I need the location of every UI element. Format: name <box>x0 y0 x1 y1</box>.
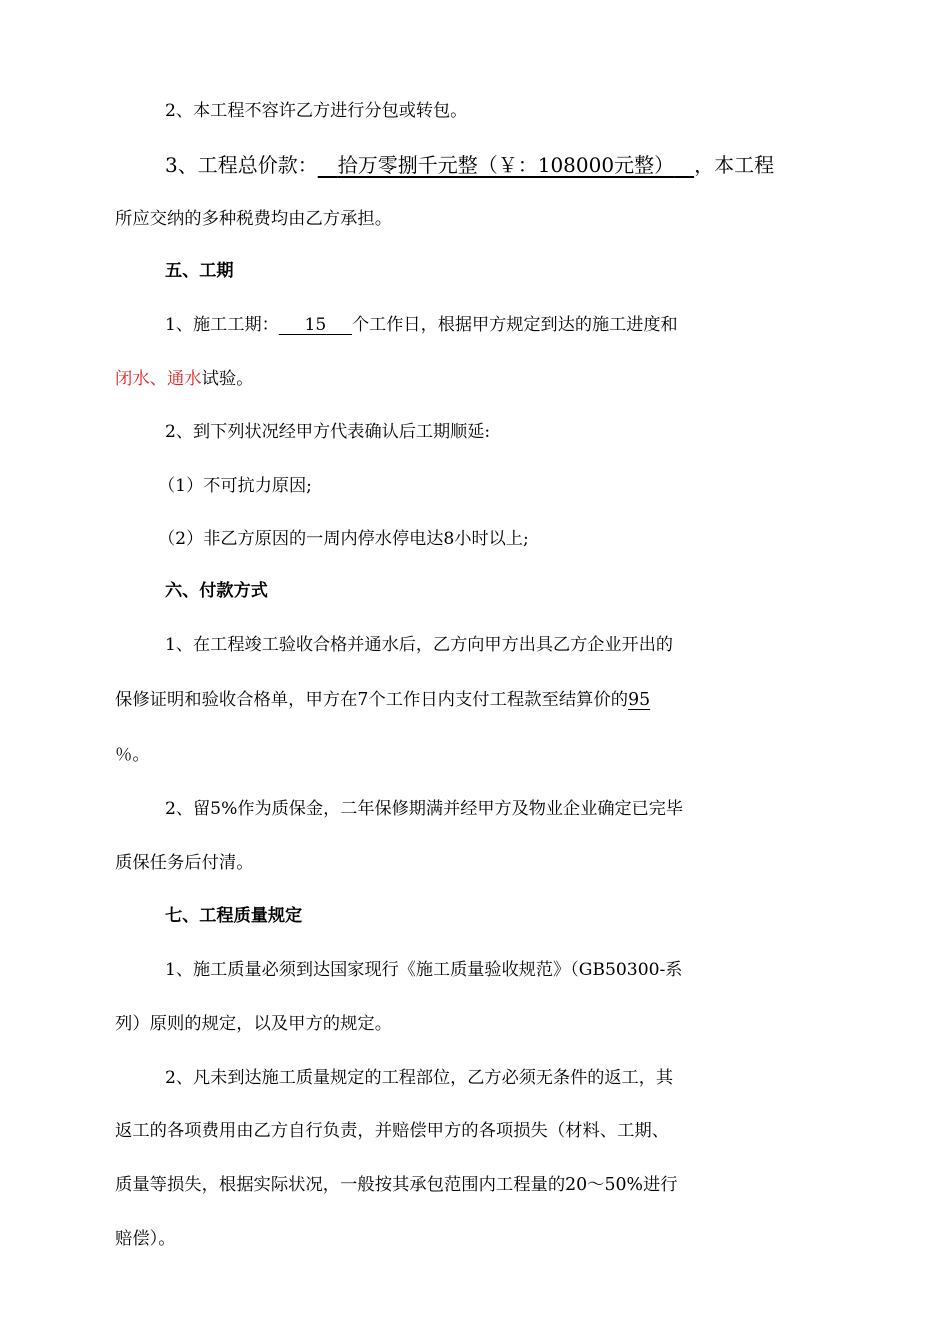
paragraph-line <box>0 418 950 446</box>
text: 1、施工工期： <box>165 315 279 335</box>
paragraph-line <box>0 151 837 179</box>
payment-percent: 95 <box>628 690 651 710</box>
paragraph-line <box>0 525 950 553</box>
text: （1）不可抗力原因; <box>158 476 312 496</box>
text: 2、本工程不容许乙方进行分包或转包。 <box>165 101 468 121</box>
paragraph-line <box>0 1010 950 1038</box>
paragraph-line <box>0 631 950 659</box>
section-heading: 五、工期 <box>165 261 234 281</box>
text: 质保任务后付清。 <box>115 853 254 873</box>
highlighted-text: 通水 <box>166 369 202 389</box>
paragraph-line <box>0 1225 950 1253</box>
text: 试验。 <box>201 369 254 389</box>
paragraph-line <box>0 849 950 877</box>
paragraph-line <box>0 956 950 984</box>
text: 2、到下列状况经甲方代表确认后工期顺延: <box>165 422 491 442</box>
text: 2、凡未到达施工质量规定的工程部位，乙方必须无条件的返工，其 <box>165 1068 673 1088</box>
text: 2、留5%作为质保金，二年保修期满并经甲方及物业企业确定已完毕 <box>165 799 684 819</box>
section-heading: 七、工程质量规定 <box>165 906 303 926</box>
section-heading: 六、付款方式 <box>165 581 268 601</box>
text: 3、工程总价款： <box>165 153 318 177</box>
paragraph-line <box>0 1117 950 1145</box>
paragraph-line <box>0 686 950 714</box>
construction-days: 15 <box>304 315 327 335</box>
contract-price: 拾万零捌千元整（￥：108000元整） <box>337 153 675 177</box>
paragraph-line <box>0 795 950 823</box>
paragraph-line <box>0 205 950 233</box>
text: ％。 <box>115 745 150 765</box>
text: 保修证明和验收合格单，甲方在7个工作日内支付工程款至结算价的 <box>115 690 629 710</box>
text: ，本工程 <box>694 153 775 177</box>
paragraph-line <box>0 1064 950 1092</box>
text: （2）非乙方原因的一周内停水停电达8小时以上; <box>158 529 529 549</box>
paragraph-line <box>0 97 950 125</box>
text: 个工作日，根据甲方规定到达的施工进度和 <box>352 315 678 335</box>
text: 质量等损失，根据实际状况，一般按其承包范围内工程量的20～50%进行 <box>115 1175 678 1195</box>
text: 返工的各项费用由乙方自行负责，并赔偿甲方的各项损失（材料、工期、 <box>115 1121 670 1141</box>
paragraph-line <box>0 311 950 339</box>
text: 赔偿）。 <box>115 1229 176 1249</box>
text: 所应交纳的多种税费均由乙方承担。 <box>115 209 393 229</box>
text: 列）原则的规定，以及甲方的规定。 <box>115 1014 393 1034</box>
text: 1、在工程竣工验收合格并通水后，乙方向甲方出具乙方企业开出的 <box>165 635 673 655</box>
paragraph-line <box>0 472 950 500</box>
text: 1、施工质量必须到达国家现行《施工质量验收规范》（GB50300-系 <box>165 960 683 980</box>
highlighted-text: 闭水、 <box>115 369 167 389</box>
paragraph-line <box>0 1171 950 1199</box>
paragraph-line <box>0 741 950 769</box>
paragraph-line <box>0 365 950 393</box>
